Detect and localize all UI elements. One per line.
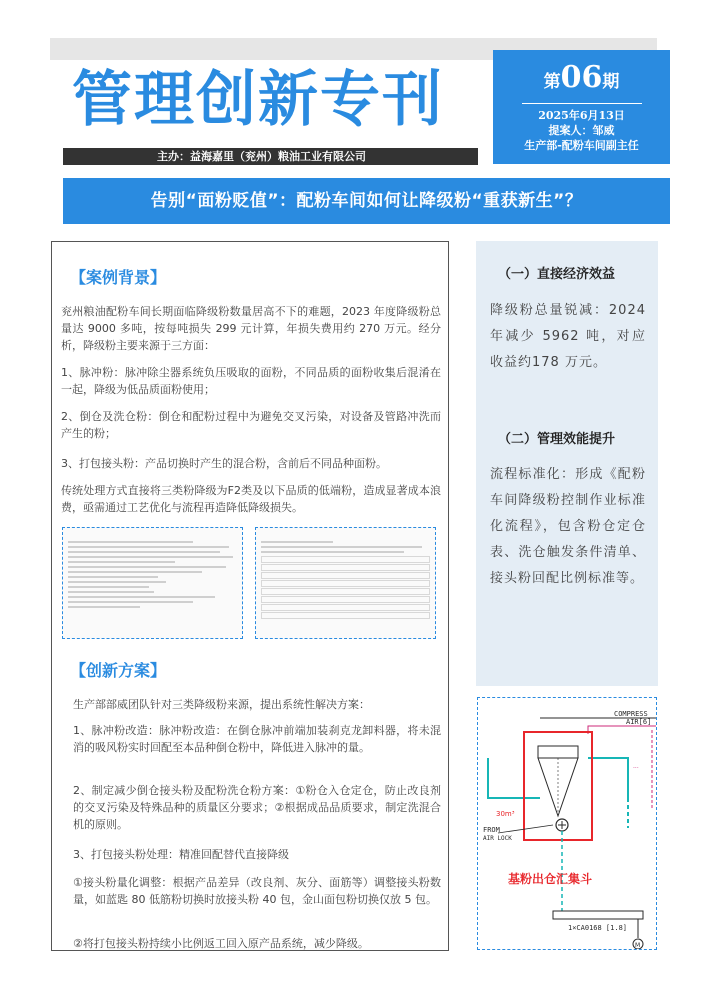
conveyor bbox=[553, 911, 643, 919]
document-screenshot-left bbox=[62, 527, 243, 639]
side-text-management: 流程标准化：形成《配粉车间降级粉控制作业标准化流程》，包含粉仓定仓表、洗仓触发条件清单、接头粉回配比例标准等。 bbox=[490, 467, 646, 586]
side-panel bbox=[476, 241, 658, 686]
innovation-p5: ①接头粉量化调整：根据产品差异（改良剂、灰分、面筋等）调整接头粉数量，如蓝匙 80 低筋粉切换时放接头粉 40 包，金山面包粉切换仅放 5 包。 bbox=[73, 876, 441, 906]
innovation-p1: 生产部部威团队针对三类降级粉来源，提出系统性解决方案： bbox=[73, 698, 370, 711]
dots-label: ... bbox=[633, 763, 639, 770]
airlock-label: AIR LOCK bbox=[483, 835, 512, 842]
diagram-caption: 基粉出仓汇集斗 bbox=[508, 872, 593, 886]
innovation-p4: 3、打包接头粉处理：精准回配替代直接降级 bbox=[73, 848, 289, 861]
compress-label: COMPRESS bbox=[614, 710, 648, 718]
case-background-p4: 3、打包接头粉：产品切换时产生的混合粉，含前后不同品种面粉。 bbox=[61, 457, 387, 470]
innovation-p6: ②将打包接头粉持续小比例返工回入原产品系统，减少降级。 bbox=[73, 937, 369, 950]
size-label: 30m³ bbox=[496, 810, 515, 818]
issue-date: 2025年6月13日 bbox=[538, 109, 625, 122]
equipment-diagram-svg bbox=[478, 698, 657, 950]
motor-label: M bbox=[635, 942, 641, 949]
issue-box bbox=[493, 50, 670, 164]
duct-left bbox=[488, 758, 540, 798]
case-background-p1: 兖州粮油配粉车间长期面临降级粉数量居高不下的难题，2023 年度降级粉总量达 9000 多吨，按每吨损失 299 元计算，年损失费用约 270 万元。经分析，降级粉主要来源于三方面： bbox=[61, 305, 441, 352]
innovation-p3: 2、制定减少倒仓接头粉及配粉洗仓粉方案：①粉仓入仓定仓，防止改良剂的交叉污染及特殊品种的质量区分要求；②根据成品品质要求，制定洗混合机的原则。 bbox=[73, 784, 441, 831]
innovation-heading: 【创新方案】 bbox=[70, 661, 167, 680]
equipment-diagram bbox=[477, 697, 657, 950]
case-background-p5: 传统处理方式直接将三类粉降级为F2类及以下品质的低端粉，造成显著成本浪费，亟需通过工艺优化与流程再造降低降级损失。 bbox=[61, 484, 441, 514]
headline: 告别“面粉贬值”：配粉车间如何让降级粉“重获新生”？ bbox=[63, 178, 670, 224]
innovation-p2: 1、脉冲粉改造：脉冲粉改造：在倒仓脉冲前端加装刹克龙卸料器，将未混消的吸风粉实时回配至本品种倒仓粉中，降低进入脉冲的量。 bbox=[73, 724, 441, 754]
side-text-economic: 降级粉总量锐减：2024 年减少 5962 吨，对应收益约178 万元。 bbox=[490, 303, 646, 370]
issue-number: 第06期 bbox=[543, 60, 620, 95]
issue-position: 生产部-配粉车间副主任 bbox=[524, 139, 639, 152]
case-background-p3: 2、倒仓及洗仓粉：倒仓和配粉过程中为避免交叉污染，对设备及管路冲洗而产生的粉； bbox=[61, 410, 441, 440]
purge-line bbox=[588, 726, 657, 734]
side-heading-management: （二）管理效能提升 bbox=[498, 432, 616, 447]
case-background-heading: 【案例背景】 bbox=[70, 268, 167, 287]
issue-divider bbox=[522, 103, 642, 104]
masthead-title: 管理创新专刊 bbox=[72, 65, 444, 135]
leader-line bbox=[498, 825, 553, 833]
sponsor-bar: 主办：益海嘉里（兖州）粮油工业有限公司 bbox=[63, 148, 478, 165]
case-background-p2: 1、脉冲粉：脉冲除尘器系统负压吸取的面粉，不同品质的面粉收集后混淆在一起，降级为低品质面粉使用； bbox=[61, 366, 441, 396]
issue-proposer: 提案人：邹威 bbox=[548, 124, 615, 137]
equipment-label: 1×CA0168 [1.8] bbox=[568, 924, 628, 932]
air-label: AIR[6] bbox=[626, 718, 652, 726]
cyclone-top bbox=[538, 746, 578, 758]
duct-right bbox=[588, 758, 628, 798]
document-screenshot-right bbox=[255, 527, 436, 639]
from-label: FROM bbox=[483, 826, 500, 834]
side-heading-economic: （一）直接经济效益 bbox=[498, 267, 616, 282]
